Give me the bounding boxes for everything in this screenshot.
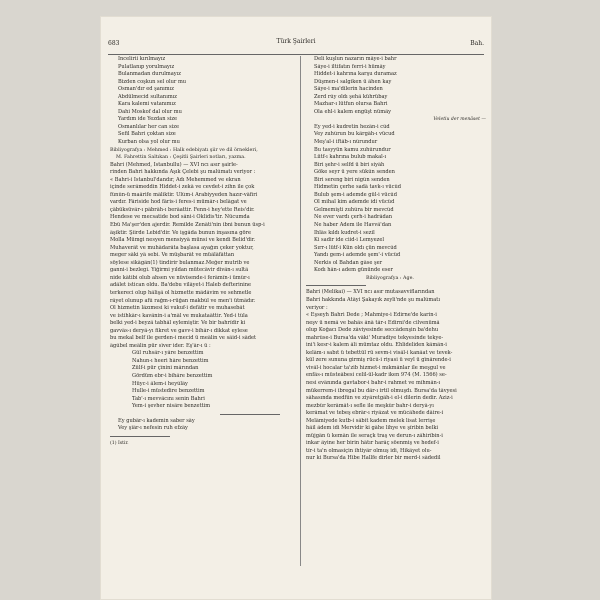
bibliography-line: Bibliyografya : Mehmed : Halk edebiyatı şiir ve dil örnekleri, <box>110 147 258 153</box>
book-page <box>100 16 492 600</box>
verse-line: Lütf-ı kahrına bulub makal-ı <box>314 154 387 161</box>
running-title: Türk Şairleri <box>276 38 316 45</box>
prose-line: gavvâs-ı deryâ-yı fikret ve gavv-i bihâr-ı dikkat eylese <box>110 327 248 334</box>
prose-line: Hendese ve mecsatide bod sâni-i Öklidis'tir. Nücumda <box>110 214 250 221</box>
verse-line: Ki sadir ide ciid-i Lemyezel <box>314 237 384 244</box>
prose-line: bu mekal belf ile gerden-i mecid ü meâlin ve sâid-i sâdet <box>110 335 257 342</box>
verse-line: Gördüm ebr-i bihâre benzettim <box>132 372 213 379</box>
verse-line: Osman'dır ed şanımız <box>118 86 174 93</box>
verse-line: Düşmen-i salgiken ü âhen kay <box>314 78 392 85</box>
poem-block <box>110 350 290 410</box>
verse-line: Meş'al-i iftâb-ı nûrundur <box>314 139 378 146</box>
prose-line: « Bahri-i İstanbul'dandır, Adı Mehemmed ve ekran <box>110 176 241 183</box>
verse-line: Sâye-i iltifatın ferri-i hümây <box>314 63 386 70</box>
page-header <box>108 38 484 52</box>
verse-line: Bu tasyyün kamu zuhûrundur <box>314 146 391 153</box>
prose-line: mahrûse-i Bursa'da vâki' Muradiye tekyesinde tekye- <box>306 334 444 341</box>
verse-line: Kurban olsa yol olur mu <box>118 139 180 146</box>
prose-line: Bahri (Mehmed, İstanbullu) — XVI ncı asır şairle- <box>110 161 238 168</box>
verse-line: İncelirii kırılmayız <box>118 56 166 62</box>
prose-line: sâhasında medfûn ve ziyâretgâh-i el-i dîlerin dedir. Aziz-i <box>306 395 453 402</box>
prose-line: ve istihkâr-ı kavânin-i a'mâl ve mukataâttir. Yed-i tûla <box>110 312 248 319</box>
verse-line: Bulanmadan durulmayız <box>118 71 181 78</box>
prose-line: Bahri (Melikai) — XVI ncı asır mutasavviflarından <box>306 289 435 296</box>
section-divider <box>306 285 366 286</box>
verse-line: Vey zuhûrun bu kârgâh-ı vücud <box>314 131 395 138</box>
verse-line: Yardım ide Yezdan size <box>118 116 178 123</box>
prose-block <box>110 162 290 351</box>
prose-line: enfâs-ı müsteâbesi celil-ül-kadr iken 974 (M. 1566) se- <box>306 372 447 379</box>
verse-line: Zerd rûy oldı şehâ kührübay <box>314 93 388 100</box>
prose-line: ini'i kesr-i kalem âli mümtaz oldu. Ehlideliden kâmân-i <box>306 342 447 349</box>
prose-line: belki yed-i beyzâ tabhâl eylemiştir. Ve bir bahrîdir ki <box>110 320 246 327</box>
verse-line: Hidmetin çerhe sadâ tavk-ı vücûd <box>314 184 402 191</box>
prose-line: ganni-i bezlegi. Yiğirmi yıldan mütecâvir divân-ı sultâ <box>110 267 249 274</box>
prose-line: inkar âyine her birin hâtır harâç söenmiş ve hedef-i <box>306 440 439 447</box>
prose-line: fûnûn-ü maârife mâliktir. Ulûm-i Arabiyyeden hazır-vâfiri <box>110 191 258 198</box>
prose-line: adâlet istican oldu. Ba'debu vilâyet-i Haleb defterinine <box>110 282 252 289</box>
prose-line: vardır. Fâriside hod fâris-i feres-i mümâr-ı belâgat ve <box>110 199 247 206</box>
verse-line: Ey yed-i kudretin hezân-i cûd <box>314 123 390 130</box>
verse-line: Ne ever vardı çerh-i hadrâdan <box>314 214 393 221</box>
verse-line: Kodı hân-ı adem gününde eser <box>314 267 393 274</box>
prose-line: terkereci olup hâlişâ ol hizmette mâdâvim ve sehmetle <box>110 289 252 296</box>
footnote-rule <box>110 436 170 437</box>
footnote: (1) İstir. <box>110 440 129 446</box>
prose-line: meger sâki yâ sebi. Ve müşbarât ve müâlâfâttan <box>110 252 235 259</box>
prose-line: kerâmat ve tebeş ebrâr-ı riyâzat ve mücâhede dâire-i <box>306 410 444 417</box>
prose-line: kelâm-ı sabıt ü tebettül rü sevm-i visâl-i kanâat ve tevek- <box>306 349 453 356</box>
prose-line: Bahri hakkında Atâyi Şakayık zeyli'nde şu malûmatı <box>306 296 440 303</box>
verse-line: Abdülmecid sultanımız <box>118 93 177 100</box>
prose-line: Ol hizmetin lâzımesi ki vukuf-i defâtir ve muhasebât <box>110 305 245 312</box>
right-column <box>306 56 486 463</box>
prose-line: nesi evânında gavtabor-i bahr-i rahmet ve mihmân-ı <box>306 379 441 386</box>
prose-line: âşiktir. Şiirde Lebid'dir. Ve işgâda bunun inşasına göre <box>110 229 252 236</box>
prose-line: âgûbel meâlin pür sîver ider. Eş'âr-ı ü : <box>110 342 211 349</box>
verse-line: Biri şehr-i selfd ü biri siyâh <box>314 161 385 168</box>
verse-caption: Veletiu der menâset — <box>433 117 486 123</box>
prose-line: neşv ü nemâ ve bahâs ânâ târ-ı Edirni'de cilvenümâ <box>306 319 440 326</box>
verse-line: Osmanlılar her can size <box>118 123 179 130</box>
prose-line: mezbûr kerâmât-ı sefle ile meşkûr bahr-i deryâ-yı <box>306 402 434 409</box>
verse-line: Dahi Moskof dal olur mu <box>118 108 182 115</box>
prose-line: hâil âdem idi Mervidir ki gâhe lihye ve şîribin belki <box>306 425 439 432</box>
prose-line: söylese sikâgân(1) tindirir bulanmaz.Meğer mutrib ve <box>110 259 250 266</box>
prose-line: müjgân ü kemân ile seraçk traş ve derun-ı zâhirîbin-i <box>306 432 443 439</box>
prose-line: içinde serâmeddin Hiddet-i zekâ ve cevdet-i zihn ile çok <box>110 184 255 191</box>
verse-line: Ola ehl-i kalem engüşt nümây <box>314 108 391 115</box>
prose-line: veriyor : <box>306 304 328 311</box>
verse-line: Yem-i şevher nisâre benzettim <box>132 403 211 410</box>
header-rule <box>108 54 484 55</box>
prose-line: nur ki Bursa'da Hibe Hallfe dirler bir merd-i sâdedil <box>306 455 441 462</box>
verse-line: Kara kalemi vatanımız <box>118 101 176 108</box>
bibliography-line: Bibliyografya : Age. <box>366 275 414 281</box>
verse-line: Hiddet-i kahrına karşu duramaz <box>314 71 397 78</box>
verse-line: Ne haber Âdem ile Havvâ'dan <box>314 222 392 229</box>
poem-block <box>110 56 290 147</box>
prose-line: Melâmiyede kutb-i sâbit kadem melek lisat lerrişe <box>306 417 436 424</box>
verse-line: Hulle-i müstedire benzettim <box>132 388 205 395</box>
verse-line: Hüyc-i âlem-i heyûlây <box>132 380 188 387</box>
verse-line: Yandı gem-i ademde şem'-i vücûd <box>314 252 401 259</box>
verse-line: Ol mihal kim ademde idi vücûd <box>314 199 395 206</box>
column-separator <box>300 56 301 566</box>
prose-line: Muhaverât ve muhâdarâta başlasa ayağın çeker yoktur, <box>110 244 254 251</box>
prose-line: mükerrem-i ibregal bu dâr-ı irtil olmuşdı. Bursa'da tâvyesi <box>306 387 457 394</box>
prose-line: rinden Bahri hakkında Aşık Çelebi şu malûmatı veriyor : <box>110 169 256 176</box>
section-divider <box>220 414 280 415</box>
verse-line: Biri sereng biri nigûn senden <box>314 176 390 183</box>
poem-block <box>306 124 486 275</box>
verse-line: Sâye-i ma'dilerin hacinden <box>314 86 383 93</box>
verse-line: İhlâs kıldı kudret-i sezil <box>314 229 375 236</box>
verse-line: Vey şiâr-ı nefesin ruh efzây <box>118 425 188 432</box>
prose-line: çâbüksüvâr-ı pâbrâh-ı berâattir. Fenn-i hey'ette Reis'dir. <box>110 206 255 213</box>
prose-line: tîr-i ta'n olmasiçin ihtiyâr olmuş idi, Hikâyet olu- <box>306 447 432 454</box>
verse-line: Sırr-ı lütf-i Kün oldı çün mevcûd <box>314 244 397 251</box>
prose-line: Ebü Ma'şer'den ajerdir. Remilde Zenâti'nin ibni bunun üsp-i <box>110 222 265 229</box>
prose-line: râyet olunup afû rağm-ı-rüğan makbûl ve men'i ütmâdır. <box>110 297 256 304</box>
verse-line: Zülf-i pür çînini mârından <box>132 365 199 372</box>
verse-line: Nerkis ol Bahdan gâse şer <box>314 259 383 266</box>
poem-block <box>306 56 486 116</box>
verse-line: Sefil Bahri çoktan size <box>118 131 176 138</box>
running-head-right: Bah. <box>470 40 484 47</box>
left-column <box>110 56 290 447</box>
verse-line: Gül ruhsâr-ı yâre benzettim <box>132 350 204 357</box>
verse-line: Göke seyr ü yere sükûn senden <box>314 169 395 176</box>
verse-line: Deli kuşlun nazarın mâye-i bahr <box>314 56 397 62</box>
verse-line: Nahun-ı heeri hâre benzettim <box>132 357 209 364</box>
verse-line: Gelmemişti zuhûra bir mevcûd <box>314 206 394 213</box>
prose-line: olup Koğacı Dede zâviyesinde seccâdenşin ba'dehu <box>306 327 439 334</box>
verse-line: Mazhar-ı lütfun olursa Bahri <box>314 101 388 108</box>
page-number: 683 <box>108 40 120 47</box>
bibliography-line: M. Fahrettin Saltıkan : Çeşitli Şairleri notları, yazma. <box>116 155 246 161</box>
prose-line: « Eşseyh Bahri Dede ; Mahmiye-i Edirne'de karin-i <box>306 312 437 319</box>
prose-line: nide kâtibi olub ahsen ve nüvîsende-i ferâmîn-i ümûr-ı <box>110 274 250 281</box>
prose-block <box>306 289 486 463</box>
prose-line: Molla Mümgi nesyen mensiyyâ münsi ve kendi Belid'dir. <box>110 237 256 244</box>
verse-line: Bizden coşkun sel olur mu <box>118 78 187 85</box>
poem-block <box>110 418 290 433</box>
prose-line: vivâl-i hocalar ta'zib hizmet-i mıkmânlar ile meşgul ve <box>306 364 446 371</box>
prose-line: kül zere sununa girmiş rücû-i riyasi ü veyl ü gînârende-i <box>306 357 451 364</box>
verse-line: Bulub şem-i ademde gül-i vücûd <box>314 191 397 198</box>
verse-line: Tab'-ı mevvâcını senin Bahri <box>132 395 205 402</box>
verse-line: Ey gubâr-ı kademin saber sây <box>118 417 195 424</box>
verse-line: Pulatlanıp yorulmayız <box>118 63 175 70</box>
